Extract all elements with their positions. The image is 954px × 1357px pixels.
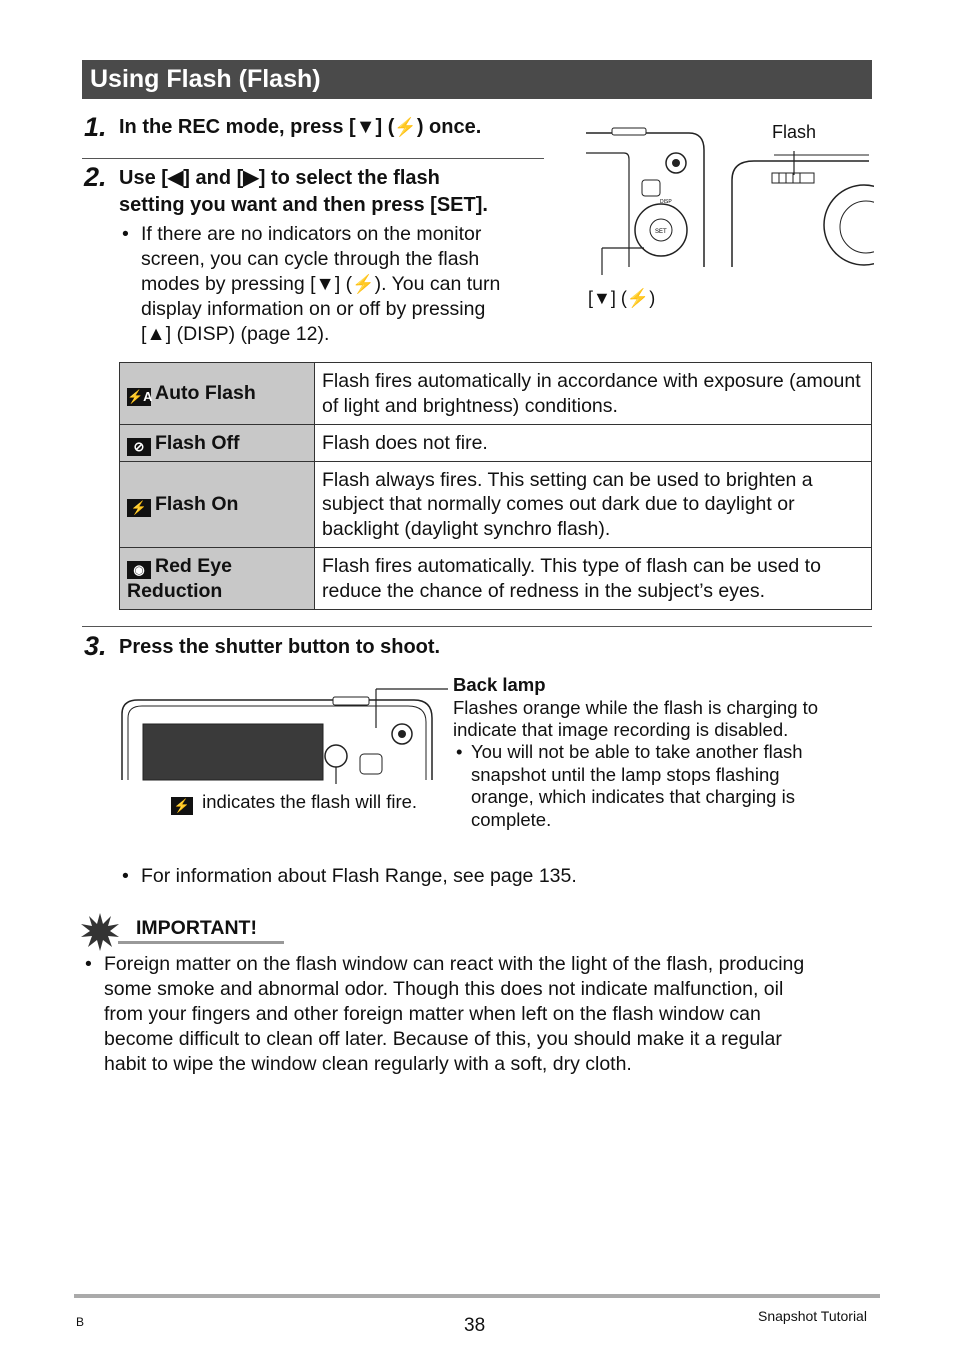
table-row: [120, 548, 872, 610]
mode-flash-on: ⚡ Flash On: [120, 462, 315, 548]
footer-left: B: [76, 1315, 85, 1329]
step-2-bullet-mark: •: [122, 223, 129, 245]
down-arrow-icon: ▼: [593, 288, 611, 308]
page-number: 38: [464, 1315, 486, 1336]
down-arrow-icon: ▼: [315, 273, 335, 295]
flash-on-icon: ⚡: [171, 797, 193, 815]
important-underline: [118, 941, 284, 944]
camera-back-lamp-illustration: [118, 684, 458, 784]
step-2-number: 2.: [84, 162, 107, 192]
flash-fire-note: ⚡ indicates the flash will fire.: [171, 791, 417, 815]
mode-description: Flash fires automatically. This type of flash can be used to reduce the chance of redness in the subject’s eyes.: [315, 548, 872, 610]
table-row: [120, 425, 872, 462]
mode-description: Flash fires automatically in accordance with exposure (amount of light and brightness) conditions.: [315, 363, 872, 425]
section-title: Using Flash (Flash): [82, 60, 872, 99]
step-1-text: In the REC mode, press [▼] (⚡) once.: [119, 116, 482, 138]
important-text: Foreign matter on the flash window can react with the light of the flash, producing some smoke and abnormal odor. Though this does not indicate malfunction, oil from your fingers and other foreign matter when left on the flash window can become difficult to clean off later. Because of this, you should make it a regular habit to wipe the window clean regularly with a soft, dry cloth.: [104, 953, 805, 1075]
flash-icon: ⚡: [394, 117, 417, 137]
step-2-text: Use [◀] and [▶] to select the flash setting you want and then press [SET].: [119, 167, 488, 216]
footer-section: Snapshot Tutorial: [758, 1308, 867, 1324]
table-row: [120, 363, 872, 425]
right-arrow-icon: ▶: [243, 167, 259, 189]
left-arrow-icon: ◀: [167, 167, 184, 189]
flash-icon: ⚡: [352, 274, 375, 294]
back-lamp-title: Back lamp: [453, 674, 546, 695]
step-3-text: Press the shutter button to shoot.: [119, 636, 441, 658]
mode-description: Flash always fires. This setting can be used to brighten a subject that normally comes out dark due to daylight or backlight (daylight synchro flash).: [315, 462, 872, 548]
back-lamp-description: Back lamp Flashes orange while the flash is charging to indicate that image recording is disabled.: [453, 674, 873, 742]
back-lamp-bullet-mark: •: [456, 741, 463, 762]
table-row: [120, 462, 872, 548]
set-button-label: SET: [655, 229, 667, 235]
mode-auto-flash: ⚡A Auto Flash: [120, 363, 315, 425]
flash-off-icon: ⊘: [127, 438, 151, 456]
flash-modes-table: [119, 362, 872, 610]
auto-flash-icon: ⚡A: [127, 389, 153, 404]
down-arrow-icon: ▼: [355, 116, 376, 138]
red-eye-icon: ◉: [127, 561, 151, 579]
step-3-number: 3.: [84, 631, 107, 661]
flash-on-icon: ⚡: [127, 499, 151, 517]
camera-back-illustration: [584, 125, 874, 275]
step-2-bullet: If there are no indicators on the monitor screen, you can cycle through the flash modes by pressing [▼] (⚡). You can turn display information on or off by pressing [▲] (DISP) (page 12).: [141, 223, 501, 345]
step-1-number: 1.: [84, 112, 107, 142]
flash-button-label: [▼] (⚡): [588, 288, 656, 308]
mode-flash-off: ⊘ Flash Off: [120, 425, 315, 462]
important-label: IMPORTANT!: [136, 917, 257, 939]
mode-red-eye-reduction: ◉ Red Eye Reduction: [120, 548, 315, 610]
flash-label: Flash: [772, 122, 817, 142]
flash-range-note: For information about Flash Range, see page 135.: [141, 865, 577, 887]
mode-description: Flash does not fire.: [315, 425, 872, 462]
up-arrow-icon: ▲: [146, 323, 166, 345]
flash-icon: ⚡: [626, 288, 650, 308]
flash-range-bullet-mark: •: [122, 865, 129, 887]
footer-rule: [74, 1294, 880, 1298]
important-bullet-mark: •: [85, 953, 92, 975]
divider: [82, 158, 544, 159]
disp-label: DISP: [660, 199, 672, 205]
divider: [82, 626, 872, 627]
important-burst-icon: [80, 912, 120, 952]
back-lamp-bullet: You will not be able to take another flash snapshot until the lamp stops flashing orange, which indicates that charging is complete.: [471, 741, 803, 830]
